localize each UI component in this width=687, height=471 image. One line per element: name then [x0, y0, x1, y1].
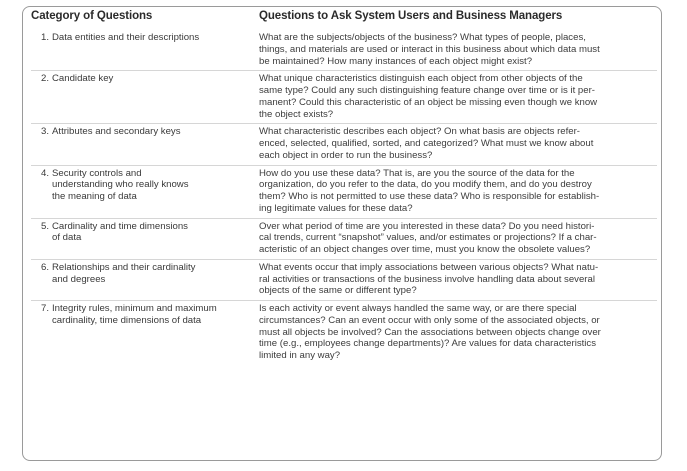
category-cell [31, 30, 241, 44]
question-line: time (e.g., employees change departments)? Are values for data characteristics [259, 338, 597, 350]
table-row [31, 218, 657, 259]
category-label: Candidate key [52, 73, 114, 85]
table-body [31, 30, 657, 365]
category-first-line [35, 303, 241, 315]
row-number: 3. [40, 126, 49, 138]
category-label: Attributes and secondary keys [52, 126, 181, 138]
question-line: ing legitimate values for these data? [259, 202, 413, 214]
row-number: 5. [40, 220, 49, 232]
category-first-line [35, 126, 241, 138]
questions-cell [259, 260, 657, 300]
question-line: them? Who is not permitted to use these data? Who is responsible for establish- [259, 191, 600, 202]
question-line: manent? Could this characteristic of an object be missing even though we know [259, 96, 598, 108]
table-header [31, 10, 657, 30]
questions-cell [259, 219, 657, 259]
category-cell [31, 166, 241, 203]
table-row [31, 259, 657, 300]
question-line: the object exists? [259, 108, 334, 120]
questions-cell [259, 301, 657, 365]
row-number: 4. [40, 167, 49, 179]
category-label: Security controls and [52, 167, 142, 179]
category-label: cardinality, time dimensions of data [52, 314, 202, 326]
category-first-line [35, 221, 241, 233]
question-line: Over what period of time are you interested in these data? Do you need histori- [259, 220, 595, 232]
question-line: How do you use these data? That is, are you the source of the data for the [259, 167, 575, 179]
questions-cell [259, 166, 657, 218]
category-cell [31, 124, 241, 138]
questions-column-header: Questions to Ask System Users and Business Managers [259, 10, 563, 22]
questions-cell [259, 30, 657, 70]
category-first-line [35, 168, 241, 180]
category-column-header: Category of Questions [31, 10, 153, 22]
question-line: acteristic of an object changes over time, must you know the obsolete values? [259, 244, 591, 255]
question-line: each object in order to run the business? [259, 149, 433, 161]
category-first-line [35, 32, 241, 44]
question-line: objects of the same or different type? [259, 285, 417, 297]
category-label: Cardinality and time dimensions [52, 220, 188, 232]
row-number: 2. [40, 73, 49, 85]
row-number: 6. [40, 261, 49, 273]
questions-cell [259, 124, 657, 164]
question-line: things, and materials are used or interact in this business about which data must [259, 43, 600, 55]
question-line: ral activities or transactions of the business involve handling data about several [259, 273, 595, 285]
category-label: Integrity rules, minimum and maximum [52, 303, 217, 314]
category-label: Relationships and their cardinality [52, 261, 196, 273]
question-line: organization, do you refer to the data, do you modify them, and do you destroy [259, 179, 592, 191]
question-line: cal trends, current “snapshot” values, and/or estimates or projections? If a char- [259, 232, 597, 244]
category-label: Data entities and their descriptions [52, 32, 200, 43]
category-first-line [35, 73, 241, 85]
category-label: the meaning of data [52, 191, 137, 202]
row-number: 7. [40, 303, 49, 314]
category-cell [31, 71, 241, 85]
row-number: 1. [40, 32, 49, 43]
question-line: must all objects be involved? Can the associations between objects change over [259, 326, 601, 338]
question-line: circumstances? Can an event occur with only some of the associated objects, or [259, 314, 600, 326]
category-label: understanding who really knows [52, 179, 189, 191]
table-row [31, 165, 657, 218]
table-row [31, 300, 657, 365]
question-line: What characteristic describes each object? On what basis are objects refer- [259, 126, 581, 138]
category-first-line [35, 262, 241, 274]
questions-cell [259, 71, 657, 123]
question-line: limited in any way? [259, 350, 341, 361]
category-label: and degrees [52, 273, 106, 285]
question-line: What events occur that imply associations between various objects? What natu- [259, 261, 599, 273]
table-row [31, 123, 657, 164]
question-line: enced, selected, qualified, sorted, and categorized? What must we know about [259, 138, 594, 149]
category-cell [31, 260, 241, 286]
category-cell [31, 219, 241, 245]
table-row [31, 70, 657, 123]
table-row [31, 30, 657, 70]
category-cell [31, 301, 241, 327]
question-line: same type? Could any such distinguishing feature change over time or is it per- [259, 85, 595, 96]
category-label: of data [52, 232, 82, 244]
question-line: be maintained? How many instances of each object might exist? [259, 55, 533, 67]
question-line: What are the subjects/objects of the business? What types of people, places, [259, 32, 586, 43]
question-line: What unique characteristics distinguish each object from other objects of the [259, 73, 583, 85]
question-line: Is each activity or event always handled the same way, or are there special [259, 303, 577, 314]
